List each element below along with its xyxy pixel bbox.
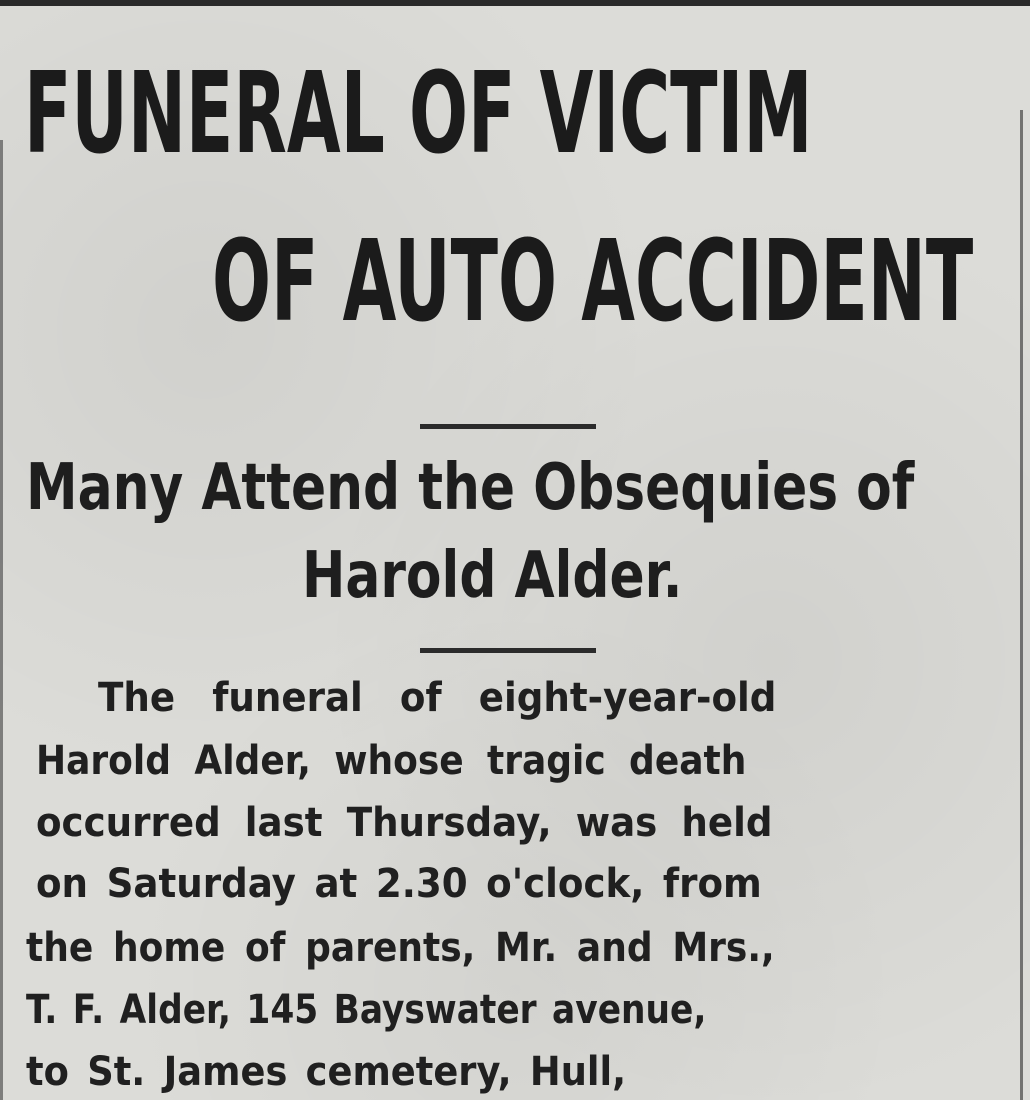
body-line-4: on Saturday at 2.30 o'clock, from	[36, 861, 762, 907]
body-line-1: The funeral of eight-year-old	[98, 675, 777, 721]
body-line-7: to St. James cemetery, Hull,	[26, 1049, 627, 1095]
headline-line-1: FUNERAL OF VICTIM	[24, 49, 813, 179]
body-line-6: T. F. Alder, 145 Bayswater avenue,	[26, 987, 707, 1033]
top-border-rule	[0, 0, 1030, 6]
body-line-5: the home of parents, Mr. and Mrs.,	[26, 925, 775, 971]
subheadline-line-2: Harold Alder.	[302, 539, 683, 613]
body-line-2: Harold Alder, whose tragic death	[36, 738, 747, 784]
subheadline-line-1: Many Attend the Obsequies of	[26, 451, 915, 525]
headline-divider	[420, 424, 596, 429]
left-column-rule	[0, 140, 3, 1100]
headline-line-2: OF AUTO ACCIDENT	[212, 217, 974, 347]
right-column-rule	[1020, 110, 1023, 1100]
subheadline-divider	[420, 648, 596, 653]
body-line-3: occurred last Thursday, was held	[36, 800, 773, 846]
